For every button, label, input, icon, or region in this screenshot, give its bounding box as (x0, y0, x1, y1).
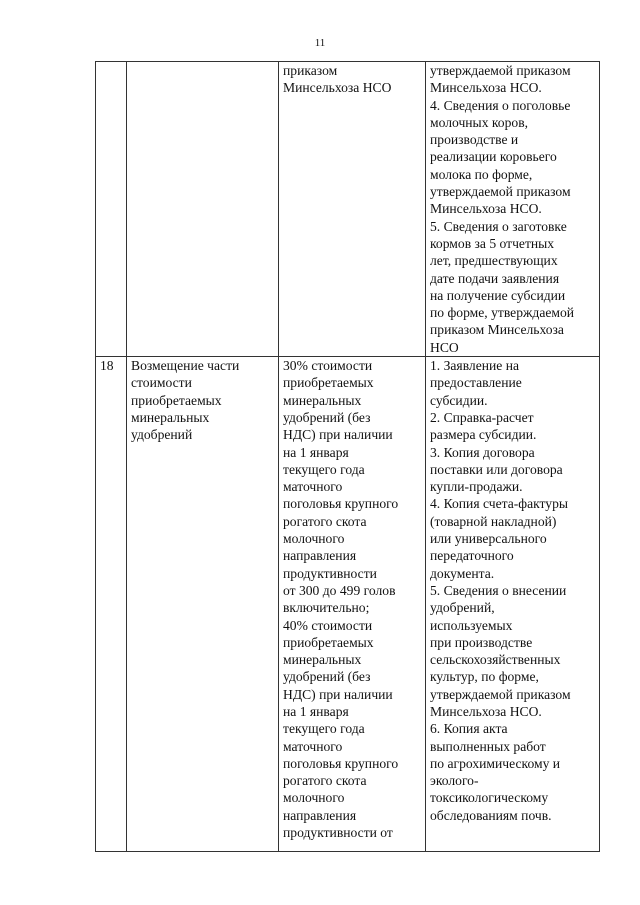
text-line: маточного (283, 479, 343, 495)
text-line: 30% стоимости (283, 358, 373, 374)
text-line: направления (283, 807, 357, 823)
text-line: обследованиям почв. (430, 807, 552, 823)
text-line: приказом (283, 63, 338, 78)
text-line: рогатого скота (283, 773, 367, 789)
table-row-continued (96, 62, 600, 357)
text-line: по агрохимическому и (430, 755, 561, 771)
text-line: утверждаемой приказом (430, 686, 571, 702)
text-line: передаточного (430, 548, 514, 564)
text-line: размера субсидии. (430, 427, 537, 443)
text-line: удобрений (131, 427, 193, 443)
text-line: стоимости (131, 375, 192, 391)
text-line: на 1 января (283, 703, 349, 719)
text-line: молочных коров, (430, 114, 529, 130)
text-line: производстве и (430, 132, 519, 148)
text-line: поголовья крупного (283, 755, 399, 771)
text-line: или универсального (430, 531, 547, 547)
text-line: молочного (283, 531, 345, 547)
text-line: утверждаемой приказом (430, 184, 571, 200)
cell-required-documents (426, 357, 600, 852)
text-line: приказом Минсельхоза (430, 322, 564, 338)
text-line: приобретаемых (283, 634, 374, 650)
text-line: Возмещение части (131, 358, 240, 374)
text-line: поставки или договора (430, 461, 563, 477)
text-line: текущего года (283, 721, 365, 737)
text-line: 5. Сведения о внесении (430, 582, 567, 598)
text-line: продуктивности (283, 565, 377, 581)
text-line: маточного (283, 738, 343, 754)
cell-subsidy-rate (279, 357, 426, 852)
text-line: НСО (430, 339, 459, 355)
table-row-18 (96, 357, 600, 852)
text-line: Минсельхоза НСО. (430, 80, 542, 96)
text-line: лет, предшествующих (430, 253, 558, 269)
text-line: направления (283, 548, 357, 564)
page-number: 11 (314, 37, 326, 49)
text-line: текущего года (283, 461, 365, 477)
text-line: рогатого скота (283, 513, 367, 529)
text-line: на 1 января (283, 444, 349, 460)
subsidy-table (95, 61, 600, 852)
text-line: культур, по форме, (430, 669, 539, 685)
text-line: 6. Копия акта (430, 721, 508, 737)
text-line: реализации коровьего (430, 149, 557, 165)
text-line: Минсельхоза НСО (283, 80, 392, 96)
text-line: поголовья крупного (283, 496, 399, 512)
text-line: по форме, утверждаемой (430, 305, 575, 321)
text-line: НДС) при наличии (283, 427, 393, 443)
text-line: 1. Заявление на (430, 358, 520, 374)
text-line: 5. Сведения о заготовке (430, 218, 567, 234)
text-line: дате подачи заявления (430, 270, 560, 286)
cell-required-documents (426, 62, 600, 357)
text-line: (товарной накладной) (430, 513, 557, 529)
text-line: выполненных работ (430, 738, 546, 754)
text-line: приобретаемых (131, 392, 222, 408)
text-line: минеральных (283, 392, 362, 408)
text-line: 4. Сведения о поголовье (430, 97, 571, 113)
text-line: используемых (430, 617, 513, 633)
text-line: продуктивности от (283, 825, 393, 841)
text-line: минеральных (131, 409, 210, 425)
text-line: 4. Копия счета-фактуры (430, 496, 569, 512)
text-line: молока по форме, (430, 166, 533, 182)
text-line: на получение субсидии (430, 287, 566, 303)
text-line: молочного (283, 790, 345, 806)
text-line: минеральных (283, 652, 362, 668)
text-line: удобрений, (430, 600, 495, 616)
cell-subsidy-name (127, 357, 279, 852)
text-line: субсидии. (430, 392, 488, 408)
text-line: Минсельхоза НСО. (430, 201, 542, 217)
text-line: удобрений (без (283, 669, 371, 685)
text-line: приобретаемых (283, 375, 374, 391)
text-line: НДС) при наличии (283, 686, 393, 702)
text-line: от 300 до 499 голов (283, 582, 396, 598)
text-line: 2. Справка-расчет (430, 409, 534, 425)
text-line: кормов за 5 отчетных (430, 235, 555, 251)
text-line: документа. (430, 565, 495, 581)
cell-subsidy-rate (279, 62, 426, 357)
text-line: эколого- (430, 773, 479, 789)
text-line: купли-продажи. (430, 479, 523, 495)
text-line: токсикологическому (430, 790, 549, 806)
cell-number (96, 62, 127, 357)
cell-subsidy-name (127, 62, 279, 357)
text-line: включительно; (283, 600, 370, 616)
text-line: утверждаемой приказом (430, 63, 571, 78)
text-line: 3. Копия договора (430, 444, 535, 460)
text-line: Минсельхоза НСО. (430, 703, 542, 719)
text-line: предоставление (430, 375, 522, 391)
text-line: при производстве (430, 634, 533, 650)
text-line: сельскохозяйственных (430, 652, 561, 668)
cell-number: 18 (96, 357, 127, 852)
text-line: удобрений (без (283, 409, 371, 425)
text-line: 40% стоимости (283, 617, 373, 633)
